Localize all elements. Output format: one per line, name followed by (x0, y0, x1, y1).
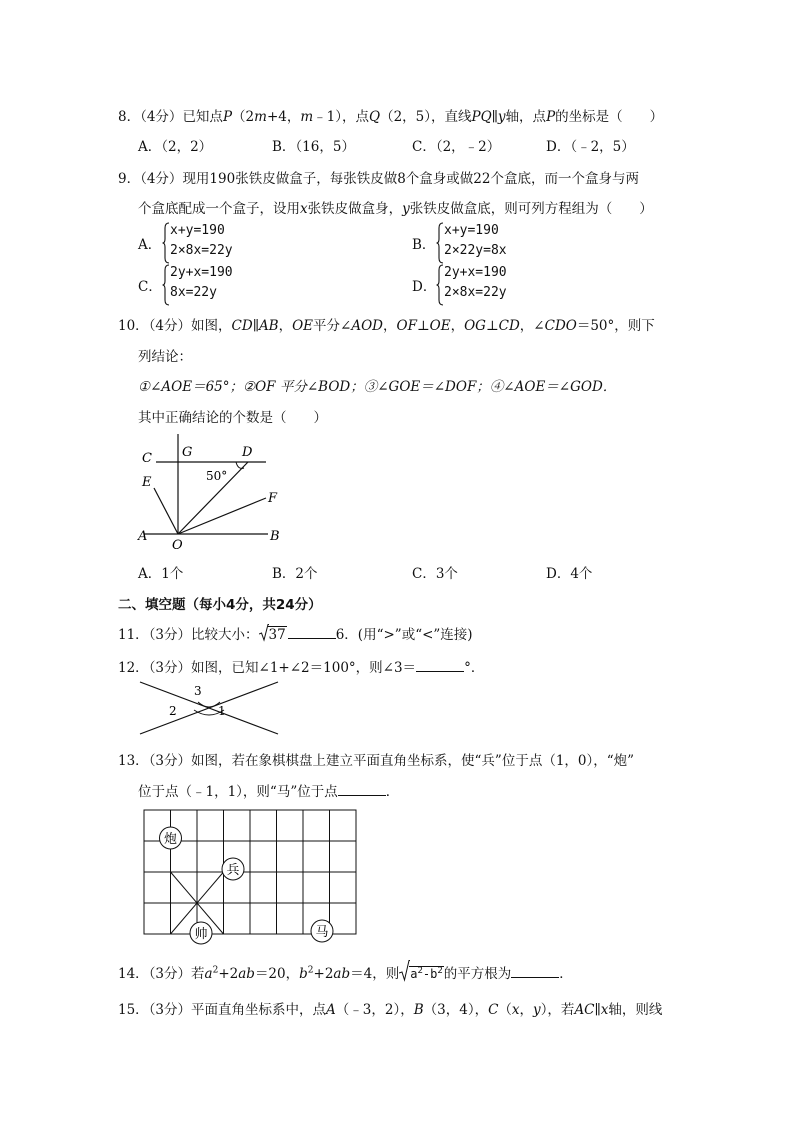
q9-option-b-label: B． (412, 237, 436, 253)
radical-icon (399, 960, 410, 982)
answer-blank-q11[interactable] (288, 626, 336, 639)
q14-stem: 14．（3分）若$a^2+2ab=20$，$b^2+2ab=4$，则 $a^2-b^2$的平方根为 ． (118, 962, 573, 982)
q10-question: 其中正确结论的个数是（ ） (138, 410, 327, 426)
piece-bing (222, 858, 244, 880)
label-f: F (268, 491, 278, 506)
line-oe (154, 488, 178, 534)
q9-stem-line1: 9．（4分）现用190张铁皮做盒子，每张铁皮做8个盒身或做22个盒底，而一个盒身与两 (118, 171, 639, 187)
angle-label-1: 1 (218, 704, 226, 718)
brace-icon (436, 264, 444, 306)
piece-bing-label: 兵 (226, 863, 240, 878)
q15-stem: 15．（3分）平面直角坐标系中，点A（﹣3，2），B（3，4），C（x，y），若AC∥x轴，则线 (118, 1002, 663, 1018)
q10-option-d[interactable]: D．4个 (546, 566, 593, 582)
answer-blank-q14[interactable] (511, 965, 559, 978)
q10-conclusion-4: ④∠AOE＝∠GOD． (489, 379, 617, 395)
q10-stem-line2: 列结论： (138, 349, 192, 365)
q8-stem: 8．（4分）已知点P（2m+4，m﹣1），点Q（2，5），直线PQ∥y轴，点P的坐标是（ ） (118, 109, 664, 125)
q9-option-d-eqs: 2y+x=190 2×8x=22y (444, 265, 507, 300)
section-2-heading: 二、填空题（每小4分，共24分） (118, 597, 322, 613)
q9-option-a-eqs: x+y=190 2×8x=22y (170, 223, 233, 258)
piece-shuai-label: 帅 (194, 927, 208, 942)
label-c: C (142, 451, 152, 466)
piece-shuai (190, 922, 212, 944)
sqrt-37: 37 (259, 627, 287, 643)
piece-ma (311, 920, 333, 942)
q9-option-b-eqs: x+y=190 2×22y=8x (444, 223, 507, 258)
q8-option-d[interactable]: D．（﹣2，5） (546, 139, 635, 155)
piece-ma-label: 马 (315, 925, 329, 940)
q10-conclusion-3: ③∠GOE＝∠DOF； (363, 379, 490, 395)
label-o: O (172, 538, 183, 552)
chess-board (136, 804, 362, 948)
brace-icon (162, 264, 170, 306)
answer-blank-q13[interactable] (338, 783, 386, 796)
brace-icon (436, 222, 444, 264)
label-e: E (142, 475, 152, 490)
q10-option-c[interactable]: C．3个 (412, 566, 458, 582)
q10-figure (132, 430, 292, 552)
label-a: A (138, 529, 148, 544)
label-d: D (242, 445, 253, 460)
answer-blank-q12[interactable] (416, 659, 464, 672)
line-of (178, 498, 266, 534)
q11-stem: 11．（3分）比较大小： 37 6．(用“>”或“<”连接) (118, 623, 473, 643)
q9-option-c-eqs: 2y+x=190 8x=22y (170, 265, 233, 300)
q12-figure (136, 680, 282, 738)
label-50deg: 50° (206, 469, 228, 483)
q13-stem-line2: 位于点（﹣1，1），则“马”位于点 ． (138, 784, 400, 800)
q8-option-a[interactable]: A．（2，2） (138, 139, 213, 155)
brace-icon (162, 222, 170, 264)
q10-option-b[interactable]: B．2个 (272, 566, 318, 582)
piece-pao (160, 827, 182, 849)
q10-option-a[interactable]: A．1个 (138, 566, 184, 582)
label-b: B (270, 529, 280, 544)
label-g: G (182, 445, 193, 460)
q8-option-c[interactable]: C．（2，﹣2） (412, 139, 501, 155)
q12-stem: 12．（3分）如图，已知∠1+∠2＝100°，则∠3＝ °． (118, 660, 485, 676)
piece-pao-label: 炮 (163, 832, 178, 847)
radical-icon (259, 624, 269, 642)
q9-option-c-label: C． (138, 279, 162, 295)
q9-stem-line2: 个盒底配成一个盒子，设用x张铁皮做盒身，y张铁皮做盒底，则可列方程组为（ ） (138, 201, 653, 217)
q10-conclusion-2: ②OF 平分∠BOD； (243, 379, 364, 395)
q10-conclusion-1: ①∠AOE＝65°； (138, 379, 244, 395)
q13-stem-line1: 13．（3分）如图，若在象棋棋盘上建立平面直角坐标系，使“兵”位于点（1，0），“炮” (118, 753, 635, 769)
q8-option-b[interactable]: B．（16，5） (272, 139, 355, 155)
q10-stem-line1: 10．（4分）如图，CD∥AB，OE平分∠AOD，OF⊥OE，OG⊥CD，∠CDO＝50°，则下 (118, 318, 655, 334)
angle-label-2: 2 (169, 704, 177, 718)
q10-conclusions (138, 375, 616, 395)
sqrt-a2-b2: $a^2-b^2$ (399, 966, 444, 982)
q9-option-a-label: A． (138, 237, 162, 253)
angle-label-3: 3 (194, 684, 202, 698)
q9-option-d-label: D． (412, 279, 437, 295)
